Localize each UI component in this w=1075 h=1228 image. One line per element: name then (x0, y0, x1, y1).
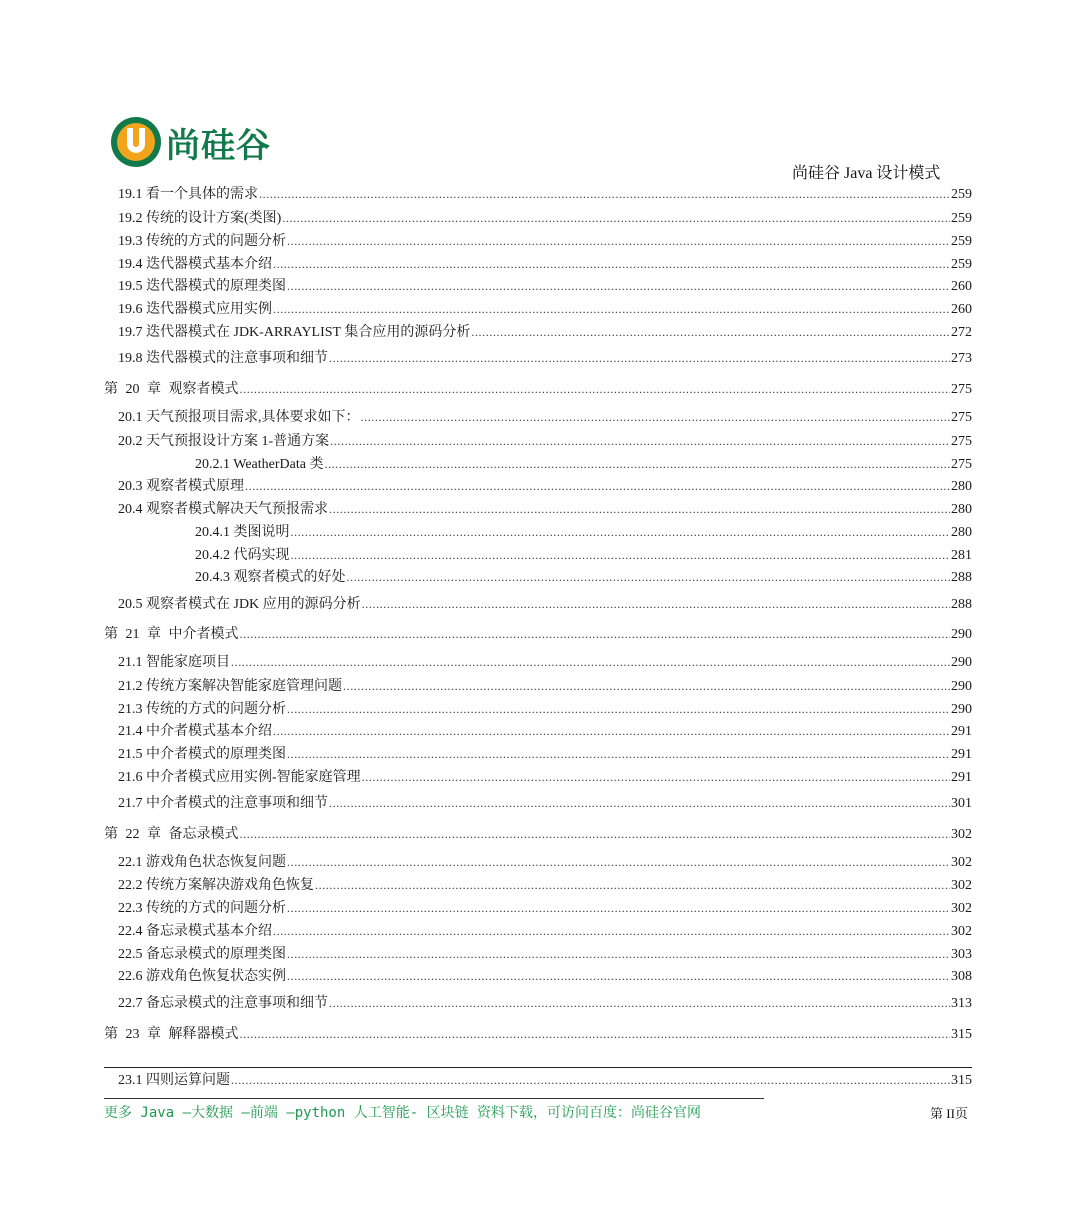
toc-entry[interactable] (104, 500, 972, 519)
toc-entry[interactable] (104, 432, 972, 451)
toc-entry-title: 21.1 智能家庭项目 (118, 655, 230, 670)
toc-entry-page: 260 (951, 302, 972, 317)
toc-entry-page: 291 (951, 724, 972, 739)
dot-leader (273, 255, 950, 273)
dot-leader (259, 185, 950, 203)
toc-entry[interactable] (104, 722, 972, 741)
toc-entry-title: 20.2.1 WeatherData 类 (195, 457, 324, 472)
toc-entry[interactable] (104, 653, 972, 672)
toc-entry-page: 302 (951, 924, 972, 939)
dot-leader (329, 794, 950, 812)
toc-entry[interactable] (104, 349, 972, 368)
page-number: 第 II页 (930, 1106, 968, 1121)
toc-entry[interactable] (104, 677, 972, 696)
toc-entry[interactable] (104, 853, 972, 872)
toc-entry-page: 280 (951, 479, 972, 494)
toc-entry-page: 275 (951, 410, 972, 425)
toc-entry-page: 272 (951, 325, 972, 340)
toc-entry-title: 22.1 游戏角色状态恢复问题 (118, 855, 286, 870)
dot-leader (330, 432, 950, 450)
toc-entry[interactable] (104, 277, 972, 296)
toc-subentry[interactable] (104, 546, 972, 565)
dot-leader (245, 477, 950, 495)
toc-entry-title: 21.6 中介者模式应用实例-智能家庭管理 (118, 770, 361, 785)
toc-entry-page: 280 (951, 525, 972, 540)
toc-chapter[interactable] (104, 1025, 972, 1044)
dot-leader (291, 523, 951, 541)
toc-entry-page: 260 (951, 279, 972, 294)
toc-entry-page: 302 (951, 901, 972, 916)
toc-chapter-title: 第 21 章 中介者模式 (104, 627, 239, 642)
toc-entry-page: 302 (951, 855, 972, 870)
dot-leader (282, 209, 950, 227)
dot-leader (287, 853, 950, 871)
toc-entry-page: 308 (951, 969, 972, 984)
toc-entry-page: 275 (951, 434, 972, 449)
toc-chapter[interactable] (104, 625, 972, 644)
document-title: 尚硅谷 Java 设计模式 (792, 165, 941, 182)
logo (110, 112, 310, 174)
toc-entry-page: 291 (951, 770, 972, 785)
toc-entry[interactable] (104, 945, 972, 964)
toc-entry-title: 21.7 中介者模式的注意事项和细节 (118, 796, 328, 811)
toc-entry[interactable] (104, 876, 972, 895)
dot-leader (287, 745, 950, 763)
footer-divider (104, 1098, 764, 1099)
toc-entry-page: 290 (951, 627, 972, 642)
dot-leader (287, 277, 950, 295)
toc-entry-title: 19.1 看一个具体的需求 (118, 187, 258, 202)
logo-u-icon (110, 112, 166, 174)
toc-entry-page: 291 (951, 747, 972, 762)
toc-chapter-title: 第 20 章 观察者模式 (104, 382, 239, 397)
dot-leader (287, 899, 950, 917)
toc-entry-title: 20.2 天气预报设计方案 1-普通方案 (118, 434, 330, 449)
toc-chapter-title: 第 22 章 备忘录模式 (104, 827, 239, 842)
toc-entry-title: 19.6 迭代器模式应用实例 (118, 302, 272, 317)
dot-leader (324, 455, 950, 473)
toc-subentry[interactable] (104, 568, 972, 587)
dot-leader (329, 994, 950, 1012)
toc-entry[interactable] (104, 408, 972, 427)
logo-text: 尚硅谷 (166, 126, 271, 166)
toc-entry-page: 280 (951, 502, 972, 517)
toc-entry-title: 19.7 迭代器模式在 JDK-ARRAYLIST 集合应用的源码分析 (118, 325, 471, 340)
toc-entry[interactable] (104, 185, 972, 204)
dot-leader (315, 876, 950, 894)
toc-entry-page: 259 (951, 187, 972, 202)
dot-leader (231, 653, 950, 671)
toc-chapter[interactable] (104, 380, 972, 399)
toc-entry-title: 20.4.3 观察者模式的好处 (195, 570, 346, 585)
dot-leader (361, 408, 951, 426)
toc-chapter[interactable] (104, 825, 972, 844)
toc-entry-page: 259 (951, 234, 972, 249)
toc-entry-page: 259 (951, 211, 972, 226)
divider (104, 1067, 972, 1068)
toc-entry[interactable] (104, 768, 972, 787)
toc-entry-title: 21.5 中介者模式的原理类图 (118, 747, 286, 762)
toc-entry-page: 315 (951, 1027, 972, 1042)
dot-leader (362, 768, 950, 786)
toc-entry[interactable] (104, 232, 972, 251)
toc-entry-page: 302 (951, 878, 972, 893)
dot-leader (329, 349, 950, 367)
toc-entry[interactable] (104, 255, 972, 274)
dot-leader (240, 625, 951, 643)
toc-subentry[interactable] (104, 455, 972, 474)
dot-leader (343, 677, 950, 695)
dot-leader (240, 825, 951, 843)
toc-entry-title: 20.4 观察者模式解决天气预报需求 (118, 502, 328, 517)
toc-entry-page: 313 (951, 996, 972, 1011)
toc-entry-title: 22.3 传统的方式的问题分析 (118, 901, 286, 916)
toc-entry[interactable] (104, 700, 972, 719)
dot-leader (273, 722, 950, 740)
dot-leader (231, 1071, 950, 1089)
toc-entry-page: 290 (951, 679, 972, 694)
dot-leader (240, 1025, 951, 1043)
toc-entry-title: 19.8 迭代器模式的注意事项和细节 (118, 351, 328, 366)
toc-entry[interactable] (104, 745, 972, 764)
toc-entry-page: 281 (951, 548, 972, 563)
toc-entry[interactable] (104, 967, 972, 986)
toc-entry-title: 21.2 传统方案解决智能家庭管理问题 (118, 679, 342, 694)
dot-leader (287, 967, 950, 985)
dot-leader (329, 500, 950, 518)
toc-entry-page: 288 (951, 597, 972, 612)
toc-entry-title: 21.3 传统的方式的问题分析 (118, 702, 286, 717)
toc-entry-title: 20.4.1 类图说明 (195, 525, 290, 540)
toc-entry-title: 20.5 观察者模式在 JDK 应用的源码分析 (118, 597, 361, 612)
toc-entry-page: 259 (951, 257, 972, 272)
toc-entry-title: 19.2 传统的设计方案(类图) (118, 211, 282, 226)
dot-leader (287, 700, 950, 718)
dot-leader (273, 922, 950, 940)
toc-entry-title: 20.3 观察者模式原理 (118, 479, 244, 494)
dot-leader (273, 300, 950, 318)
toc-entry-title: 19.4 迭代器模式基本介绍 (118, 257, 272, 272)
toc-entry-page: 288 (951, 570, 972, 585)
toc-entry-page: 303 (951, 947, 972, 962)
toc-entry-title: 20.1 天气预报项目需求,具体要求如下： (118, 410, 360, 425)
toc-entry-page: 273 (951, 351, 972, 366)
toc-subentry[interactable] (104, 523, 972, 542)
toc-entry-page: 302 (951, 827, 972, 842)
toc-chapter-title: 第 23 章 解释器模式 (104, 1027, 239, 1042)
toc-entry-page: 290 (951, 655, 972, 670)
toc-entry-page: 275 (951, 382, 972, 397)
toc-entry-title: 23.1 四则运算问题 (118, 1073, 230, 1088)
toc-entry[interactable] (104, 922, 972, 941)
toc-entry-title: 19.5 迭代器模式的原理类图 (118, 279, 286, 294)
toc-entry[interactable] (104, 323, 972, 342)
toc-entry[interactable] (104, 994, 972, 1013)
footer-promo-text: 更多 Java –大数据 –前端 –python 人工智能- 区块链 资料下载，可访问百度：尚硅谷官网 (104, 1105, 702, 1121)
toc-entry-title: 22.7 备忘录模式的注意事项和细节 (118, 996, 328, 1011)
toc-entry[interactable] (104, 1071, 972, 1090)
toc-entry[interactable] (104, 477, 972, 496)
toc-entry[interactable] (104, 899, 972, 918)
dot-leader (287, 232, 950, 250)
toc-entry-page: 301 (951, 796, 972, 811)
dot-leader (362, 595, 950, 613)
dot-leader (471, 323, 950, 341)
toc-entry-page: 275 (951, 457, 972, 472)
toc-entry-title: 19.3 传统的方式的问题分析 (118, 234, 286, 249)
toc-entry-title: 20.4.2 代码实现 (195, 548, 290, 563)
toc-entry-title: 22.5 备忘录模式的原理类图 (118, 947, 286, 962)
toc-entry[interactable] (104, 794, 972, 813)
toc-entry-page: 290 (951, 702, 972, 717)
dot-leader (240, 380, 951, 398)
dot-leader (347, 568, 951, 586)
toc-entry[interactable] (104, 209, 972, 228)
toc-entry[interactable] (104, 595, 972, 614)
toc-entry-title: 22.6 游戏角色恢复状态实例 (118, 969, 286, 984)
dot-leader (287, 945, 950, 963)
toc-entry-title: 21.4 中介者模式基本介绍 (118, 724, 272, 739)
toc-entry-title: 22.2 传统方案解决游戏角色恢复 (118, 878, 314, 893)
toc-entry-title: 22.4 备忘录模式基本介绍 (118, 924, 272, 939)
toc-entry[interactable] (104, 300, 972, 319)
dot-leader (291, 546, 951, 564)
toc-entry-page: 315 (951, 1073, 972, 1088)
